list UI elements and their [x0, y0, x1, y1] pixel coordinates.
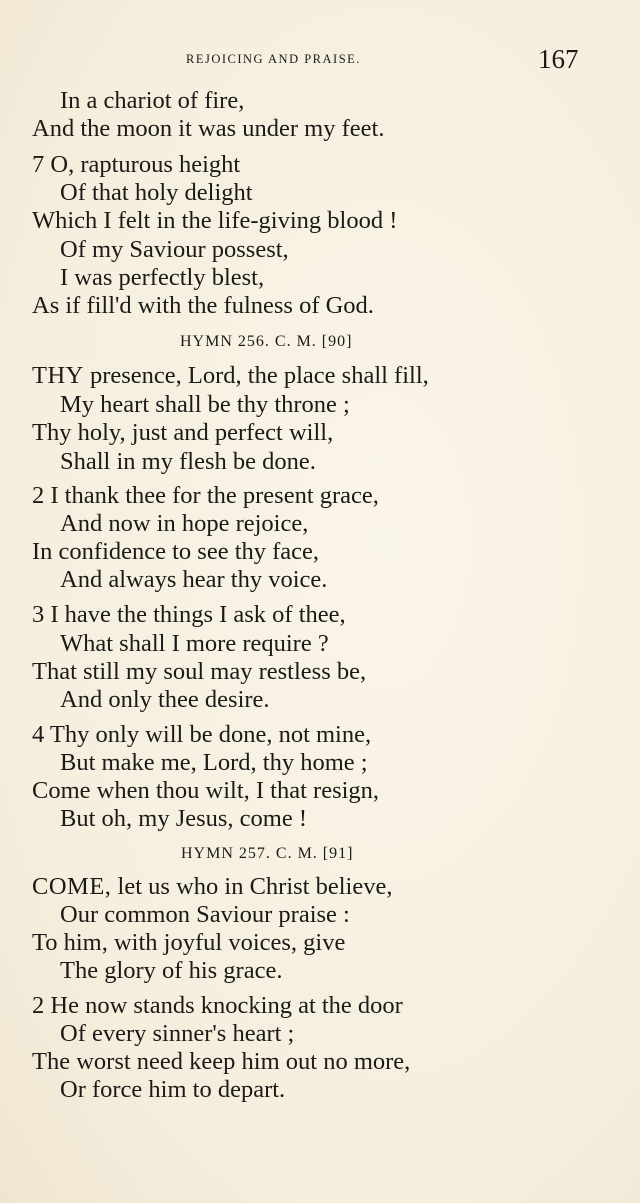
verse-line: Thy holy, just and perfect will, — [32, 419, 334, 446]
verse-line: As if fill'd with the fulness of God. — [32, 292, 374, 319]
verse-line: The worst need keep him out no more, — [32, 1048, 411, 1075]
verse-line: In a chariot of fire, — [60, 87, 245, 114]
verse-line: 3 I have the things I ask of thee, — [32, 601, 346, 628]
verse-line: Which I felt in the life-giving blood ! — [32, 207, 398, 234]
verse-line: And always hear thy voice. — [60, 566, 328, 593]
verse-line: 7 O, rapturous height — [32, 151, 241, 178]
verse-line: Our common Saviour praise : — [60, 901, 350, 928]
hymn-257-heading: HYMN 257. C. M. [91] — [181, 845, 354, 862]
verse-line: The glory of his grace. — [60, 957, 283, 984]
verse-line: Come when thou wilt, I that resign, — [32, 777, 380, 804]
verse-line: Of my Saviour possest, — [60, 236, 289, 263]
verse-line: My heart shall be thy throne ; — [60, 391, 350, 418]
verse-line — [32, 364, 429, 389]
verse-line: And only thee desire. — [60, 686, 270, 713]
hymn-256-first-word: THY — [32, 362, 84, 389]
verse-line: 4 Thy only will be done, not mine, — [32, 721, 372, 748]
verse-line: Of every sinner's heart ; — [60, 1020, 295, 1047]
verse-line: And now in hope rejoice, — [60, 510, 309, 537]
verse-line: What shall I more require ? — [60, 630, 329, 657]
verse-line: But make me, Lord, thy home ; — [60, 749, 368, 776]
verse-line: In confidence to see thy face, — [32, 538, 320, 565]
verse-line-text: let us who in Christ believe, — [111, 873, 393, 900]
verse-line: Shall in my flesh be done. — [60, 448, 316, 475]
running-title: REJOICING AND PRAISE. — [186, 52, 361, 66]
verse-line — [32, 875, 392, 900]
verse-line: I was perfectly blest, — [60, 264, 265, 291]
verse-line: Or force him to depart. — [60, 1076, 286, 1103]
verse-line: But oh, my Jesus, come ! — [60, 805, 308, 832]
page-number: 167 — [538, 44, 579, 74]
verse-line: Of that holy delight — [60, 179, 253, 206]
verse-line-text: presence, Lord, the place shall fill, — [83, 362, 429, 389]
verse-line: 2 I thank thee for the present grace, — [32, 482, 379, 509]
verse-line: 2 He now stands knocking at the door — [32, 992, 403, 1019]
verse-line: And the moon it was under my feet. — [32, 115, 385, 142]
verse-line: To him, with joyful voices, give — [32, 929, 346, 956]
verse-line: That still my soul may restless be, — [32, 658, 367, 685]
hymn-257-first-word: COME, — [32, 873, 112, 900]
hymn-256-heading: HYMN 256. C. M. [90] — [180, 333, 353, 350]
